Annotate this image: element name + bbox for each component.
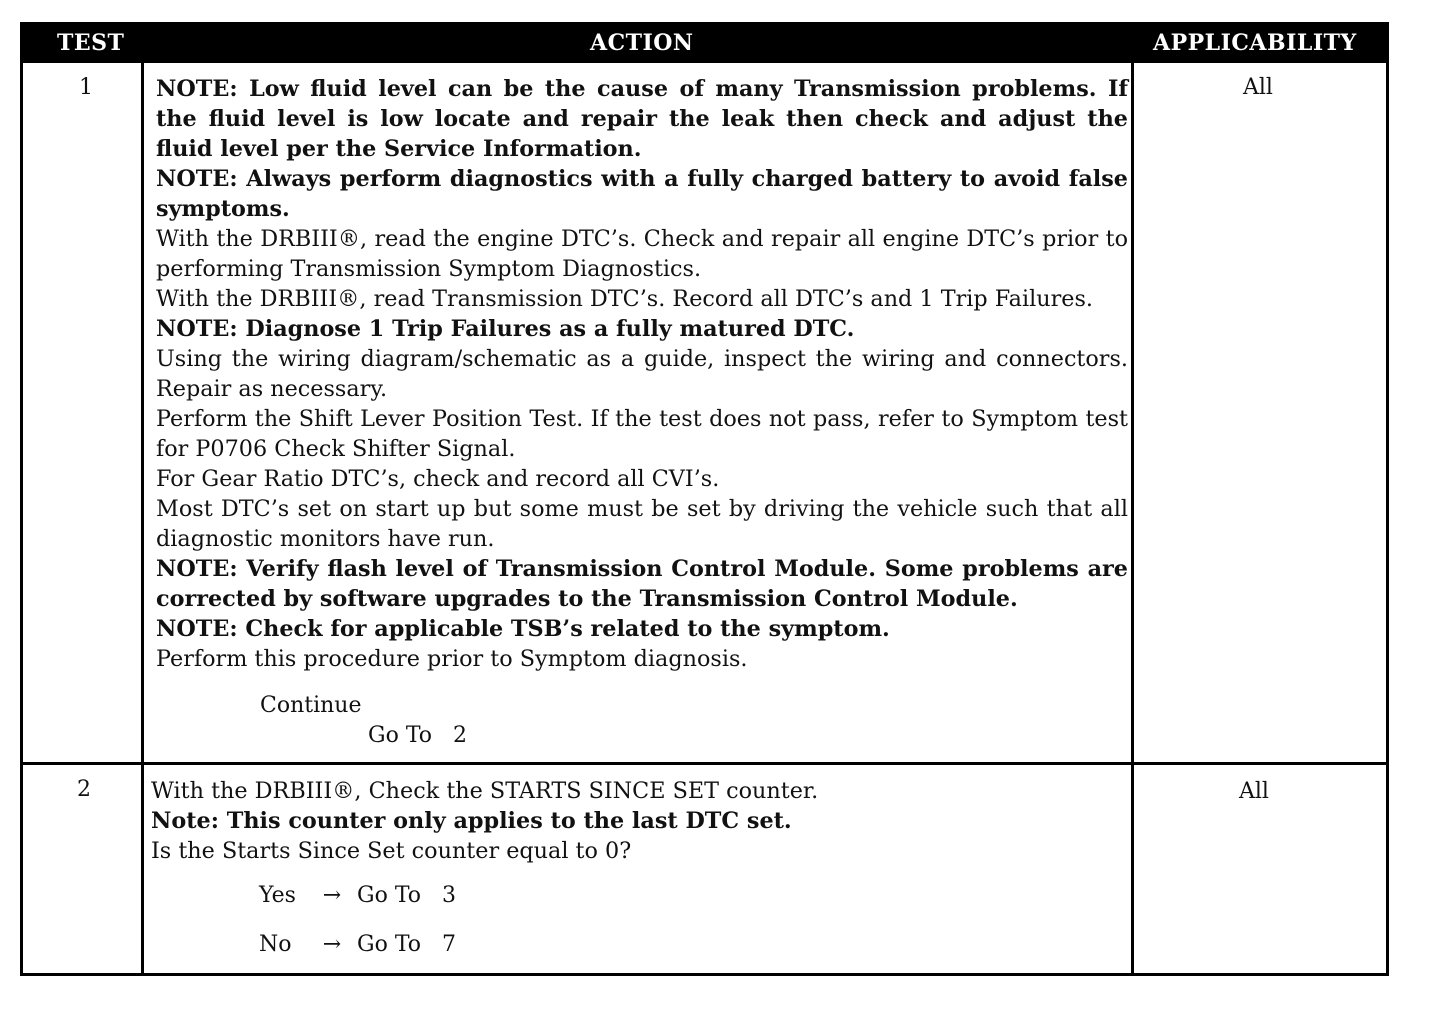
goto-target: 2 — [453, 723, 468, 748]
row2-applicability: All — [1239, 779, 1269, 804]
column-divider — [141, 63, 144, 976]
diagnostic-table — [20, 22, 1389, 976]
answer-label: No — [259, 932, 292, 957]
answer-label: Yes — [259, 883, 296, 908]
row2-action — [151, 776, 1123, 866]
arrow-right-icon: → — [322, 932, 342, 957]
question-line: Is the Starts Since Set counter equal to 0? — [151, 838, 632, 864]
continue-label: Continue — [260, 693, 362, 718]
header-test: TEST — [57, 30, 125, 56]
instruction-line: With the DRBIII®, read Transmission DTC’s. Record all DTC’s and 1 Trip Failures. — [156, 286, 1093, 312]
instruction-line: Perform this procedure prior to Symptom diagnosis. — [156, 646, 748, 672]
note-line: NOTE: Low fluid level can be the cause of many Transmission problems. If the fluid level is low locate and repair the leak then check and adjust the fluid level per the Service Information. — [156, 76, 1128, 162]
goto-label: Go To — [357, 883, 422, 908]
goto-label: Go To — [368, 723, 433, 748]
note-line: NOTE: Always perform diagnostics with a fully charged battery to avoid false symptoms. — [156, 166, 1128, 222]
instruction-line: For Gear Ratio DTC’s, check and record all CVI’s. — [156, 466, 720, 492]
instruction-line: Most DTC’s set on start up but some must be set by driving the vehicle such that all diagnostic monitors have run. — [156, 496, 1128, 552]
header-action: ACTION — [590, 30, 694, 56]
arrow-right-icon: → — [322, 883, 342, 908]
note-line: NOTE: Check for applicable TSB’s related to the symptom. — [156, 616, 890, 642]
instruction-line: With the DRBIII®, read the engine DTC’s. Check and repair all engine DTC’s prior to performing Transmission Symptom Diagnostics. — [156, 226, 1128, 282]
note-line: NOTE: Diagnose 1 Trip Failures as a fully matured DTC. — [156, 316, 855, 342]
answer-option-no — [259, 932, 456, 957]
goto-target: 3 — [442, 883, 457, 908]
row-divider — [23, 762, 1386, 765]
header-applicability: APPLICABILITY — [1153, 30, 1357, 56]
instruction-line: Using the wiring diagram/schematic as a guide, inspect the wiring and connectors. Repair as necessary. — [156, 346, 1128, 402]
instruction-line: Perform the Shift Lever Position Test. If the test does not pass, refer to Symptom test for P0706 Check Shifter Signal. — [156, 406, 1128, 462]
goto-target: 7 — [442, 932, 457, 957]
row1-goto — [368, 723, 467, 748]
note-line: NOTE: Verify flash level of Transmission Control Module. Some problems are corrected by software upgrades to the Transmission Control Module. — [156, 556, 1128, 612]
note-line: Note: This counter only applies to the last DTC set. — [151, 808, 792, 834]
row1-applicability: All — [1243, 75, 1273, 100]
row1-test-number: 1 — [79, 75, 93, 100]
row1-action — [156, 74, 1128, 674]
goto-label: Go To — [357, 932, 422, 957]
answer-option-yes — [259, 883, 456, 908]
column-divider — [1131, 63, 1134, 976]
instruction-line: With the DRBIII®, Check the STARTS SINCE SET counter. — [151, 778, 819, 804]
row2-test-number: 2 — [77, 777, 91, 802]
table-header — [23, 25, 1386, 63]
